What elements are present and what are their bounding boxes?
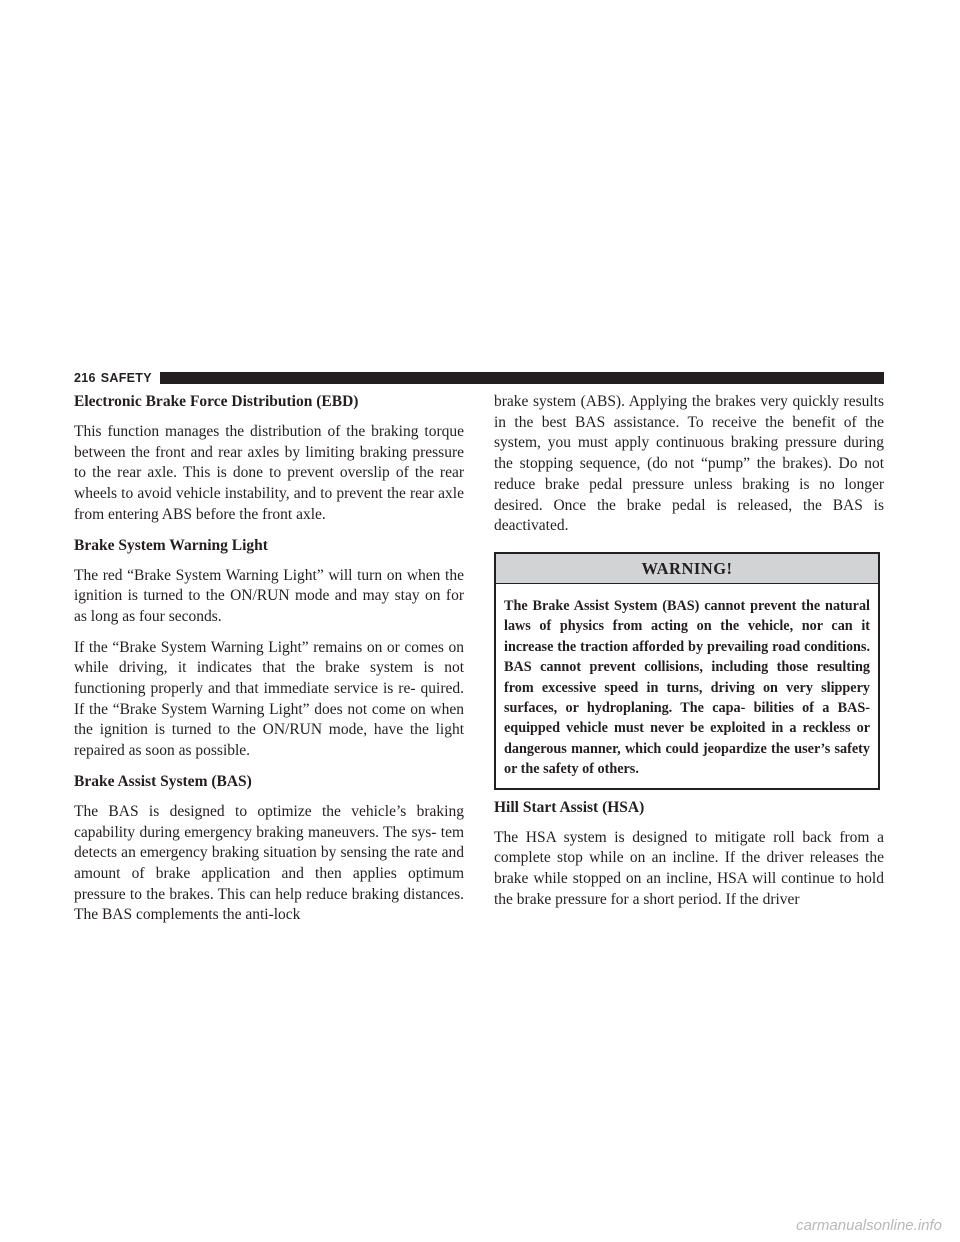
- hsa-heading: Hill Start Assist (HSA): [494, 798, 645, 816]
- page-number: 216: [74, 371, 96, 385]
- bas-heading: Brake Assist System (BAS): [74, 772, 252, 790]
- warning-box: [494, 552, 880, 790]
- hsa-paragraph: The HSA system is designed to mitigate roll back from a complete stop while on an incline. If the driver releases the brake while stopped on an incline, HSA will continue to hold the brake pressure for a short period. If the driver: [494, 828, 884, 908]
- section-title: SAFETY: [100, 371, 152, 385]
- right-column: [494, 392, 884, 920]
- watermark: carmanualsonline.info: [796, 1217, 942, 1234]
- ebd-paragraph: This function manages the distribution of the braking torque between the front and rear axles by limiting braking pressure to the rear axle. This is done to prevent overslip of the rear wheels to avoid vehicle instability, and to prevent the rear axle from entering ABS before the front axle.: [74, 423, 464, 523]
- brake-warning-light-paragraph-2: If the “Brake System Warning Light” remains on or comes on while driving, it indicates that the brake system is not functioning properly and that immediate service is re- quired. If the “Brake System Warning Light” does not come on when the ignition is turned to the ON/RUN mode, have the light repaired as soon as possible.: [74, 638, 464, 760]
- ebd-heading: Electronic Brake Force Distribution (EBD): [74, 393, 359, 410]
- bas-continued-paragraph: brake system (ABS). Applying the brakes very quickly results in the best BAS assistance. To receive the benefit of the system, you must apply continuous braking pressure during the stopping sequence, (do not “pump” the brakes). Do not reduce brake pedal pressure unless braking is no longer desired. Once the brake pedal is released, the BAS is deactivated.: [494, 393, 884, 535]
- brake-warning-light-heading: Brake System Warning Light: [74, 536, 268, 554]
- header-rule: [160, 372, 884, 384]
- warning-title: WARNING!: [496, 554, 878, 584]
- brake-warning-light-paragraph-1: The red “Brake System Warning Light” will turn on when the ignition is turned to the ON/RUN mode and may stay on for as long as four seconds.: [74, 566, 464, 625]
- bas-paragraph: The BAS is designed to optimize the vehicle’s braking capability during emergency braking maneuvers. The sys- tem detects an emergency braking situation by sensing the rate and amount of brake application and then applies optimum pressure to the brakes. This can help reduce braking distances. The BAS complements the anti-lock: [74, 802, 464, 924]
- page-header: [74, 370, 884, 386]
- left-column: [74, 392, 464, 936]
- warning-text: The Brake Assist System (BAS) cannot prevent the natural laws of physics from acting on the vehicle, nor can it increase the traction afforded by prevailing road conditions. BAS cannot prevent collisions, including those resulting from excessive speed in turns, driving on very slippery surfaces, or hydroplaning. The capa- bilities of a BAS-equipped vehicle must never be exploited in a reckless or dangerous manner, which could jeopardize the user’s safety or the safety of others.: [504, 597, 870, 778]
